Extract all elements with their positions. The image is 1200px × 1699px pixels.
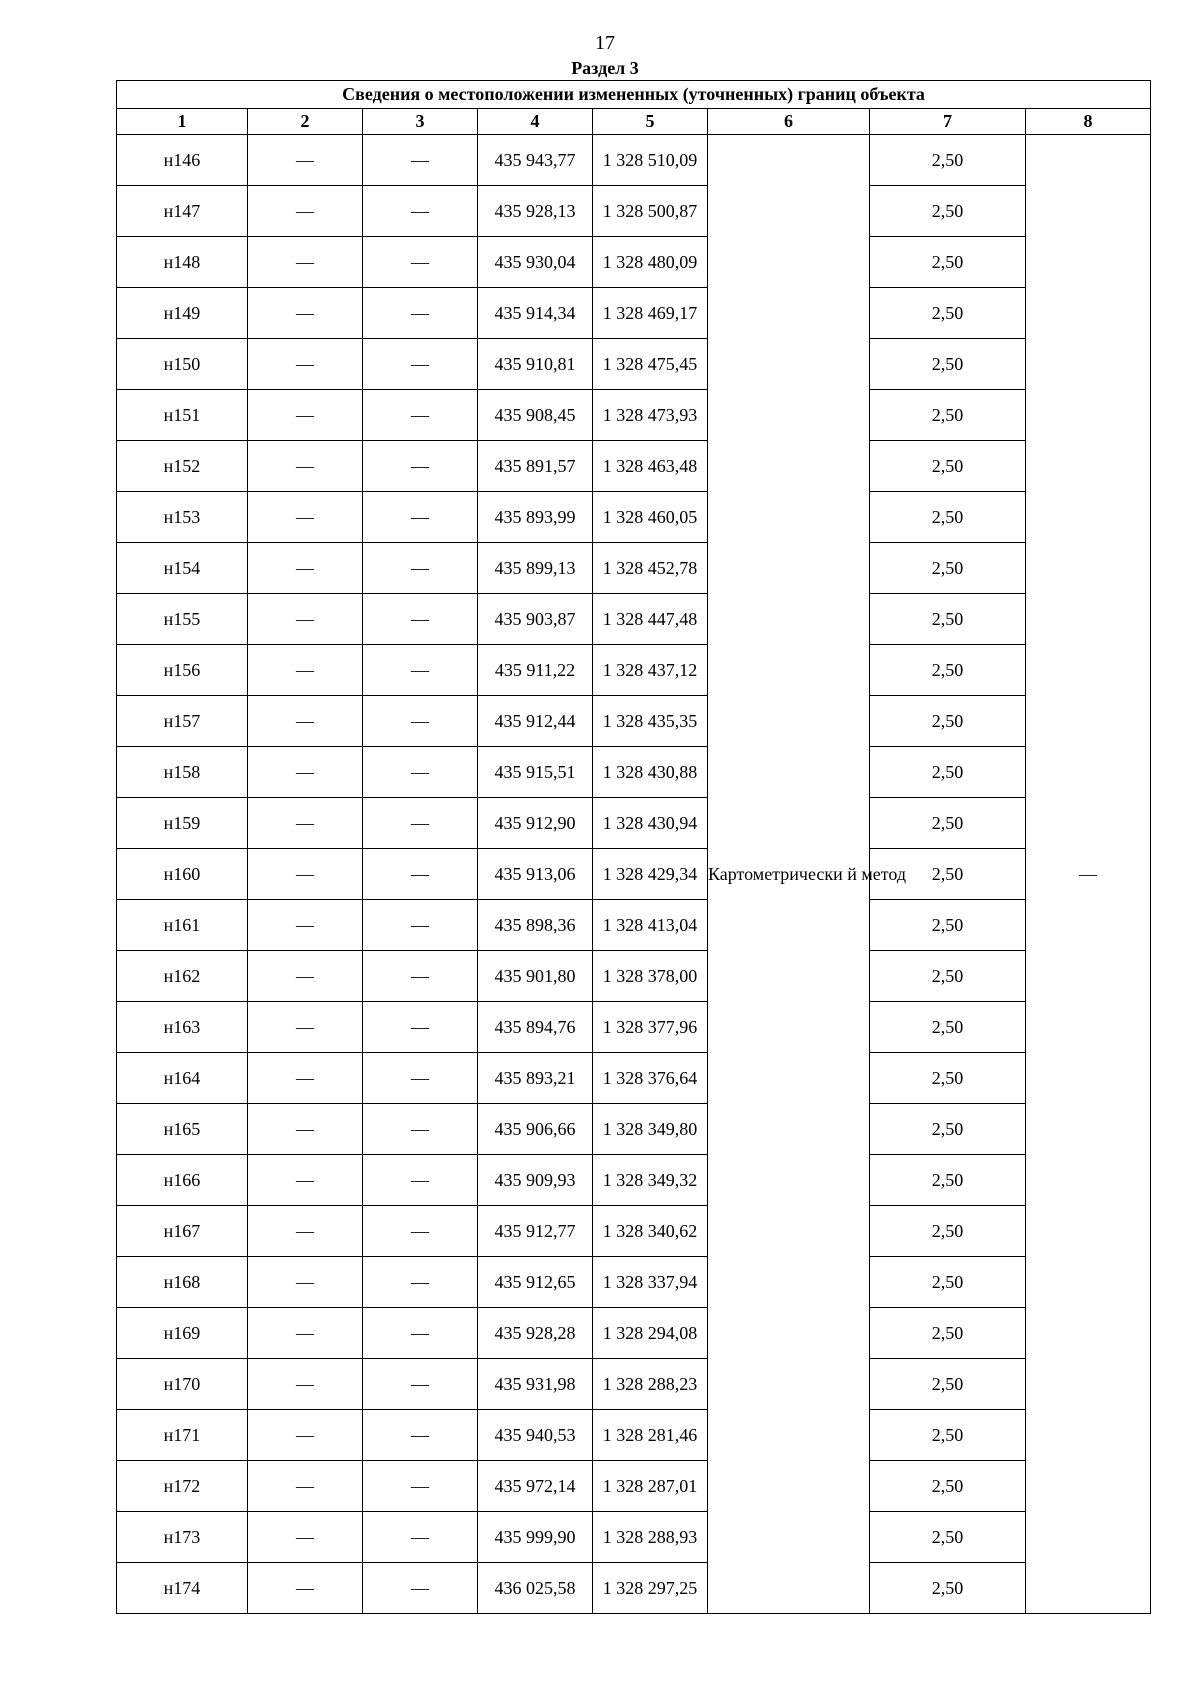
- col2-cell: —: [248, 1359, 363, 1410]
- column-header: 8: [1026, 109, 1151, 135]
- col2-cell: —: [248, 645, 363, 696]
- col2-cell: —: [248, 390, 363, 441]
- table-row: [117, 1257, 1151, 1308]
- y-coordinate-cell: 1 328 473,93: [593, 390, 708, 441]
- point-id-cell: н172: [117, 1461, 248, 1512]
- x-coordinate-cell: 435 893,21: [478, 1053, 593, 1104]
- y-coordinate-cell: 1 328 288,23: [593, 1359, 708, 1410]
- col2-cell: —: [248, 492, 363, 543]
- table-row: [117, 339, 1151, 390]
- point-id-cell: н170: [117, 1359, 248, 1410]
- table-row: [117, 798, 1151, 849]
- table-row: [117, 696, 1151, 747]
- col3-cell: —: [363, 339, 478, 390]
- column-header: 5: [593, 109, 708, 135]
- col3-cell: —: [363, 1512, 478, 1563]
- col3-cell: —: [363, 492, 478, 543]
- y-coordinate-cell: 1 328 297,25: [593, 1563, 708, 1614]
- col3-cell: —: [363, 594, 478, 645]
- col2-cell: —: [248, 747, 363, 798]
- accuracy-cell: 2,50: [870, 696, 1026, 747]
- accuracy-cell: 2,50: [870, 1563, 1026, 1614]
- accuracy-cell: 2,50: [870, 1461, 1026, 1512]
- col2-cell: —: [248, 1206, 363, 1257]
- col2-cell: —: [248, 1563, 363, 1614]
- col2-cell: —: [248, 594, 363, 645]
- table-row: [117, 1461, 1151, 1512]
- y-coordinate-cell: 1 328 376,64: [593, 1053, 708, 1104]
- accuracy-cell: 2,50: [870, 747, 1026, 798]
- col2-cell: —: [248, 135, 363, 186]
- x-coordinate-cell: 435 930,04: [478, 237, 593, 288]
- point-id-cell: н148: [117, 237, 248, 288]
- x-coordinate-cell: 435 899,13: [478, 543, 593, 594]
- col2-cell: —: [248, 1002, 363, 1053]
- col3-cell: —: [363, 543, 478, 594]
- y-coordinate-cell: 1 328 437,12: [593, 645, 708, 696]
- col3-cell: —: [363, 1563, 478, 1614]
- col2-cell: —: [248, 1512, 363, 1563]
- accuracy-cell: 2,50: [870, 441, 1026, 492]
- col3-cell: —: [363, 288, 478, 339]
- y-coordinate-cell: 1 328 288,93: [593, 1512, 708, 1563]
- col2-cell: —: [248, 1308, 363, 1359]
- col2-cell: —: [248, 1104, 363, 1155]
- x-coordinate-cell: 435 999,90: [478, 1512, 593, 1563]
- table-row: [117, 135, 1151, 186]
- x-coordinate-cell: 435 931,98: [478, 1359, 593, 1410]
- accuracy-cell: 2,50: [870, 1104, 1026, 1155]
- table-row: [117, 900, 1151, 951]
- y-coordinate-cell: 1 328 377,96: [593, 1002, 708, 1053]
- col2-cell: —: [248, 441, 363, 492]
- y-coordinate-cell: 1 328 435,35: [593, 696, 708, 747]
- x-coordinate-cell: 435 912,77: [478, 1206, 593, 1257]
- accuracy-cell: 2,50: [870, 1410, 1026, 1461]
- x-coordinate-cell: 435 893,99: [478, 492, 593, 543]
- y-coordinate-cell: 1 328 500,87: [593, 186, 708, 237]
- point-id-cell: н157: [117, 696, 248, 747]
- column-header: 1: [117, 109, 248, 135]
- accuracy-cell: 2,50: [870, 849, 1026, 900]
- y-coordinate-cell: 1 328 452,78: [593, 543, 708, 594]
- accuracy-cell: 2,50: [870, 1002, 1026, 1053]
- y-coordinate-cell: 1 328 349,32: [593, 1155, 708, 1206]
- y-coordinate-cell: 1 328 469,17: [593, 288, 708, 339]
- col2-cell: —: [248, 288, 363, 339]
- accuracy-cell: 2,50: [870, 492, 1026, 543]
- y-coordinate-cell: 1 328 430,94: [593, 798, 708, 849]
- x-coordinate-cell: 435 915,51: [478, 747, 593, 798]
- col2-cell: —: [248, 237, 363, 288]
- accuracy-cell: 2,50: [870, 951, 1026, 1002]
- y-coordinate-cell: 1 328 430,88: [593, 747, 708, 798]
- col2-cell: —: [248, 849, 363, 900]
- col2-cell: —: [248, 1461, 363, 1512]
- table-row: [117, 951, 1151, 1002]
- col3-cell: —: [363, 951, 478, 1002]
- col3-cell: —: [363, 1461, 478, 1512]
- col3-cell: —: [363, 1359, 478, 1410]
- point-id-cell: н173: [117, 1512, 248, 1563]
- x-coordinate-cell: 435 928,28: [478, 1308, 593, 1359]
- y-coordinate-cell: 1 328 460,05: [593, 492, 708, 543]
- col2-cell: —: [248, 186, 363, 237]
- point-id-cell: н164: [117, 1053, 248, 1104]
- column-header: 2: [248, 109, 363, 135]
- col2-cell: —: [248, 543, 363, 594]
- col2-cell: —: [248, 339, 363, 390]
- table-row: [117, 1053, 1151, 1104]
- y-coordinate-cell: 1 328 480,09: [593, 237, 708, 288]
- point-id-cell: н161: [117, 900, 248, 951]
- col2-cell: —: [248, 798, 363, 849]
- x-coordinate-cell: 435 912,65: [478, 1257, 593, 1308]
- col3-cell: —: [363, 1308, 478, 1359]
- point-id-cell: н155: [117, 594, 248, 645]
- col8-cell: —: [1026, 135, 1151, 1614]
- accuracy-cell: 2,50: [870, 186, 1026, 237]
- col3-cell: —: [363, 1104, 478, 1155]
- accuracy-cell: 2,50: [870, 135, 1026, 186]
- col2-cell: —: [248, 900, 363, 951]
- y-coordinate-cell: 1 328 340,62: [593, 1206, 708, 1257]
- accuracy-cell: 2,50: [870, 237, 1026, 288]
- accuracy-cell: 2,50: [870, 1053, 1026, 1104]
- col3-cell: —: [363, 747, 478, 798]
- x-coordinate-cell: 435 898,36: [478, 900, 593, 951]
- point-id-cell: н174: [117, 1563, 248, 1614]
- y-coordinate-cell: 1 328 510,09: [593, 135, 708, 186]
- table-row: [117, 237, 1151, 288]
- accuracy-cell: 2,50: [870, 339, 1026, 390]
- table-row: [117, 492, 1151, 543]
- x-coordinate-cell: 435 943,77: [478, 135, 593, 186]
- x-coordinate-cell: 435 903,87: [478, 594, 593, 645]
- accuracy-cell: 2,50: [870, 1512, 1026, 1563]
- col2-cell: —: [248, 1053, 363, 1104]
- point-id-cell: н169: [117, 1308, 248, 1359]
- table-row: [117, 1206, 1151, 1257]
- accuracy-cell: 2,50: [870, 1257, 1026, 1308]
- col3-cell: —: [363, 186, 478, 237]
- y-coordinate-cell: 1 328 475,45: [593, 339, 708, 390]
- x-coordinate-cell: 435 911,22: [478, 645, 593, 696]
- point-id-cell: н159: [117, 798, 248, 849]
- table-row: [117, 1155, 1151, 1206]
- section-title: Раздел 3: [571, 58, 639, 78]
- y-coordinate-cell: 1 328 294,08: [593, 1308, 708, 1359]
- x-coordinate-cell: 435 906,66: [478, 1104, 593, 1155]
- method-cell: Картометрически й метод: [708, 135, 870, 1614]
- table-row: [117, 288, 1151, 339]
- col3-cell: —: [363, 900, 478, 951]
- point-id-cell: н168: [117, 1257, 248, 1308]
- point-id-cell: н167: [117, 1206, 248, 1257]
- table-row: [117, 441, 1151, 492]
- x-coordinate-cell: 435 928,13: [478, 186, 593, 237]
- accuracy-cell: 2,50: [870, 900, 1026, 951]
- col3-cell: —: [363, 696, 478, 747]
- x-coordinate-cell: 435 972,14: [478, 1461, 593, 1512]
- y-coordinate-cell: 1 328 413,04: [593, 900, 708, 951]
- point-id-cell: н163: [117, 1002, 248, 1053]
- column-header: 4: [478, 109, 593, 135]
- x-coordinate-cell: 435 910,81: [478, 339, 593, 390]
- table-row: [117, 645, 1151, 696]
- table-row: [117, 543, 1151, 594]
- accuracy-cell: 2,50: [870, 798, 1026, 849]
- col3-cell: —: [363, 645, 478, 696]
- point-id-cell: н156: [117, 645, 248, 696]
- col3-cell: —: [363, 849, 478, 900]
- col3-cell: —: [363, 1410, 478, 1461]
- y-coordinate-cell: 1 328 378,00: [593, 951, 708, 1002]
- col3-cell: —: [363, 135, 478, 186]
- point-id-cell: н154: [117, 543, 248, 594]
- col2-cell: —: [248, 1257, 363, 1308]
- col2-cell: —: [248, 951, 363, 1002]
- col3-cell: —: [363, 1053, 478, 1104]
- page-number: 17: [595, 32, 615, 54]
- point-id-cell: н153: [117, 492, 248, 543]
- x-coordinate-cell: 435 913,06: [478, 849, 593, 900]
- accuracy-cell: 2,50: [870, 594, 1026, 645]
- table-row: [117, 1359, 1151, 1410]
- table-caption: Сведения о местоположении измененных (уточненных) границ объекта: [117, 81, 1151, 109]
- point-id-cell: н166: [117, 1155, 248, 1206]
- col2-cell: —: [248, 1155, 363, 1206]
- column-header: 6: [708, 109, 870, 135]
- table-row: [117, 390, 1151, 441]
- point-id-cell: н152: [117, 441, 248, 492]
- table-row: [117, 1104, 1151, 1155]
- table-row: [117, 747, 1151, 798]
- accuracy-cell: 2,50: [870, 1206, 1026, 1257]
- y-coordinate-cell: 1 328 281,46: [593, 1410, 708, 1461]
- x-coordinate-cell: 435 940,53: [478, 1410, 593, 1461]
- table-row: [117, 849, 1151, 900]
- x-coordinate-cell: 436 025,58: [478, 1563, 593, 1614]
- col3-cell: —: [363, 441, 478, 492]
- point-id-cell: н150: [117, 339, 248, 390]
- accuracy-cell: 2,50: [870, 1155, 1026, 1206]
- table-row: [117, 1410, 1151, 1461]
- col3-cell: —: [363, 237, 478, 288]
- y-coordinate-cell: 1 328 429,34: [593, 849, 708, 900]
- table-row: [117, 1002, 1151, 1053]
- point-id-cell: н171: [117, 1410, 248, 1461]
- column-header: 3: [363, 109, 478, 135]
- x-coordinate-cell: 435 909,93: [478, 1155, 593, 1206]
- accuracy-cell: 2,50: [870, 645, 1026, 696]
- point-id-cell: н162: [117, 951, 248, 1002]
- x-coordinate-cell: 435 891,57: [478, 441, 593, 492]
- col3-cell: —: [363, 1206, 478, 1257]
- point-id-cell: н158: [117, 747, 248, 798]
- accuracy-cell: 2,50: [870, 288, 1026, 339]
- col3-cell: —: [363, 1155, 478, 1206]
- accuracy-cell: 2,50: [870, 1308, 1026, 1359]
- point-id-cell: н165: [117, 1104, 248, 1155]
- accuracy-cell: 2,50: [870, 543, 1026, 594]
- table-row: [117, 1308, 1151, 1359]
- col3-cell: —: [363, 1002, 478, 1053]
- accuracy-cell: 2,50: [870, 1359, 1026, 1410]
- col2-cell: —: [248, 696, 363, 747]
- point-id-cell: н147: [117, 186, 248, 237]
- x-coordinate-cell: 435 912,44: [478, 696, 593, 747]
- x-coordinate-cell: 435 914,34: [478, 288, 593, 339]
- y-coordinate-cell: 1 328 349,80: [593, 1104, 708, 1155]
- point-id-cell: н160: [117, 849, 248, 900]
- x-coordinate-cell: 435 908,45: [478, 390, 593, 441]
- col2-cell: —: [248, 1410, 363, 1461]
- col3-cell: —: [363, 1257, 478, 1308]
- x-coordinate-cell: 435 901,80: [478, 951, 593, 1002]
- table-row: [117, 1512, 1151, 1563]
- point-id-cell: н146: [117, 135, 248, 186]
- x-coordinate-cell: 435 912,90: [478, 798, 593, 849]
- y-coordinate-cell: 1 328 447,48: [593, 594, 708, 645]
- col3-cell: —: [363, 798, 478, 849]
- y-coordinate-cell: 1 328 463,48: [593, 441, 708, 492]
- x-coordinate-cell: 435 894,76: [478, 1002, 593, 1053]
- column-header: 7: [870, 109, 1026, 135]
- point-id-cell: н149: [117, 288, 248, 339]
- table-row: [117, 1563, 1151, 1614]
- point-id-cell: н151: [117, 390, 248, 441]
- y-coordinate-cell: 1 328 337,94: [593, 1257, 708, 1308]
- table-row: [117, 186, 1151, 237]
- boundary-coordinates-table: [116, 80, 1151, 1614]
- column-header-row: [117, 109, 1151, 135]
- accuracy-cell: 2,50: [870, 390, 1026, 441]
- table-row: [117, 594, 1151, 645]
- col3-cell: —: [363, 390, 478, 441]
- y-coordinate-cell: 1 328 287,01: [593, 1461, 708, 1512]
- table-body: [117, 135, 1151, 1614]
